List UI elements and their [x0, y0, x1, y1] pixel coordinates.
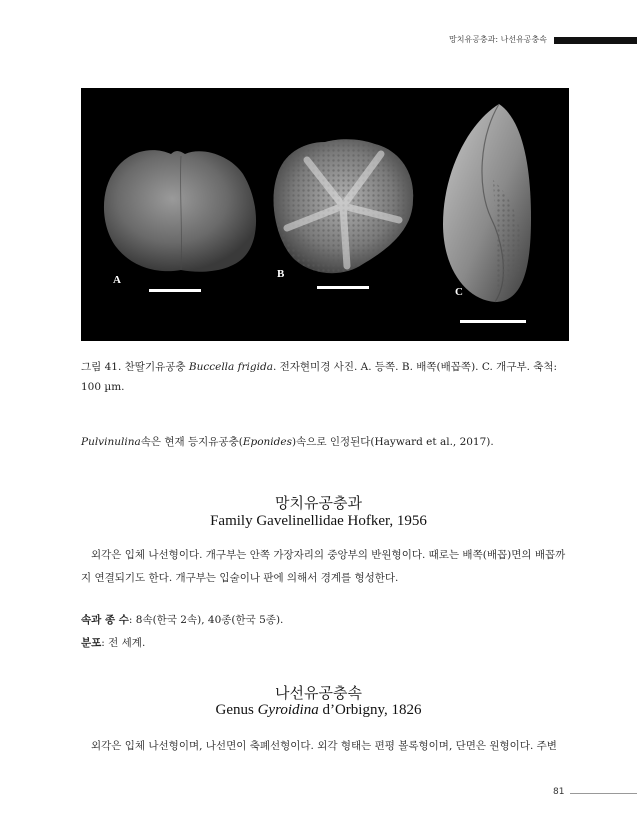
distribution [81, 632, 571, 655]
scale-bar-c [460, 320, 526, 323]
sem-figure-plate [81, 88, 569, 341]
family-title-korean: 망치유공충과 [275, 494, 362, 512]
genus-title-name: Gyroidina [257, 702, 319, 718]
specimen-b-ventral [274, 139, 414, 273]
genus-title-english [0, 702, 637, 719]
scale-bar-a [149, 289, 201, 292]
family-description: 외각은 입체 나선형이다. 개구부는 안쪽 가장자리의 중앙부의 반원형이다. 때로는 배쪽(배꼽)면의 배꼽까지 연결되기도 한다. 개구부는 입술이나 판에 의해서 경계를 형성한다. [81, 549, 566, 584]
sem-photographs [81, 88, 569, 341]
note-genus-2: Eponides [242, 436, 292, 448]
genus-species-count [81, 609, 571, 632]
genus-title-suffix: d’Orbigny, 1826 [318, 702, 422, 718]
genus-title-prefix: Genus [215, 702, 258, 718]
footer-rule [570, 793, 637, 794]
family-title-english: Family Gavelinellidae Hofker, 1956 [210, 513, 427, 529]
count-label: 속과 종 수 [81, 614, 129, 626]
note-genus: Pulvinulina [81, 436, 141, 448]
caption-species: Buccella frigida [188, 361, 273, 373]
label-c: C [455, 286, 463, 298]
specimen-a-dorsal [104, 150, 256, 272]
figure-caption [81, 357, 571, 397]
running-title: 망치유공충과: 나선유공충속 [449, 35, 547, 44]
caption-line-2: 100 µm. [81, 381, 125, 393]
scale-bar-b [317, 286, 369, 289]
specimen-c-apertural [443, 104, 531, 302]
note-text-2: )속으로 인정된다(Hayward et al., 2017). [291, 436, 494, 448]
label-b: B [277, 268, 285, 280]
taxonomy-note [81, 431, 571, 454]
distribution-value: : 전 세계. [101, 637, 146, 649]
page-number: 81 [553, 787, 565, 797]
running-header [0, 34, 637, 46]
count-value: : 8속(한국 2속), 40종(한국 5종). [128, 614, 284, 626]
caption-prefix: 그림 41. 찬딸기유공충 [81, 361, 189, 373]
header-bar [554, 37, 637, 44]
note-text-1: 속은 현재 등지유공충( [140, 436, 243, 448]
distribution-label: 분포 [81, 637, 102, 649]
genus-title-korean: 나선유공충속 [275, 684, 362, 702]
label-a: A [113, 274, 121, 286]
caption-rest: . 전자현미경 사진. A. 등쪽. B. 배쪽(배꼽쪽). C. 개구부. 축척: [272, 361, 558, 373]
genus-description: 외각은 입체 나선형이며, 나선면이 축폐선형이다. 외각 형태는 편평 볼록형이며, 단면은 원형이다. 주변 [91, 740, 557, 752]
